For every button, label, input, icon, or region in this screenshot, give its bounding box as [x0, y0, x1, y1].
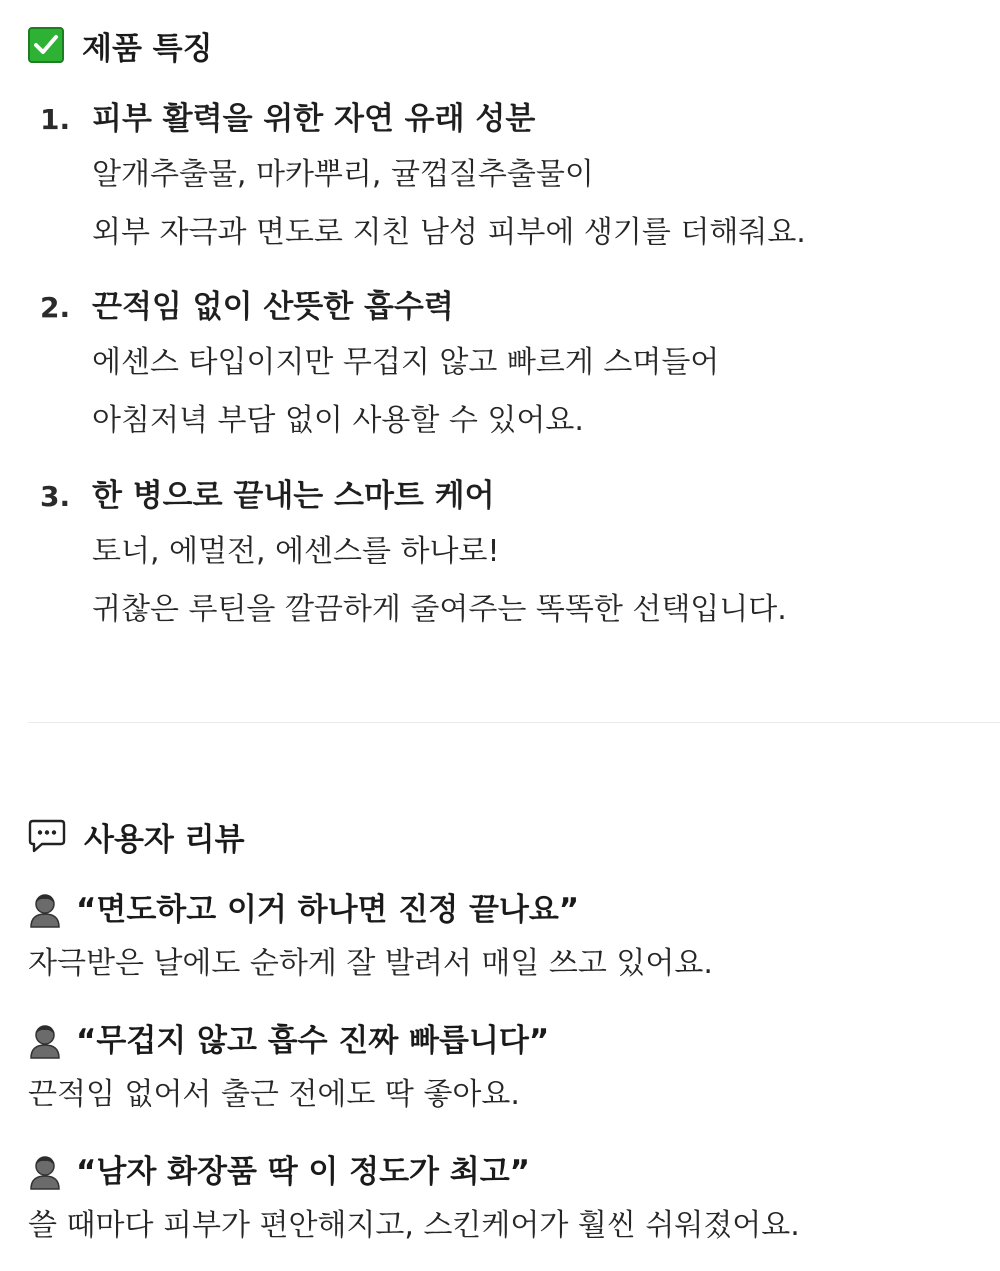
review-title: “남자 화장품 딱 이 정도가 최고”: [76, 1154, 531, 1190]
feature-description-line: 에센스 타입이지만 무겁지 않고 빠르게 스며들어: [92, 345, 720, 380]
review-body: 쓸 때마다 피부가 편안해지고, 스킨케어가 훨씬 쉬워졌어요.: [28, 1208, 800, 1243]
feature-description-line: 아침저녁 부담 없이 사용할 수 있어요.: [92, 403, 584, 438]
feature-title: 피부 활력을 위한 자연 유래 성분: [92, 101, 536, 137]
check-box-icon: [28, 27, 64, 63]
person-icon: [28, 892, 62, 928]
feature-item: [40, 284, 980, 450]
review-item: [28, 886, 988, 994]
section-divider: [28, 722, 1000, 723]
feature-title-row: [40, 96, 980, 142]
features-heading: [28, 22, 213, 68]
review-title-row: [28, 1148, 988, 1196]
reviews-heading-text: 사용자 리뷰: [84, 821, 245, 858]
feature-number: 3.: [40, 480, 71, 513]
feature-title-row: [40, 473, 980, 519]
feature-number: 1.: [40, 103, 71, 136]
review-body: 자극받은 날에도 순하게 잘 발려서 매일 쓰고 있어요.: [28, 946, 713, 981]
reviews-heading: [28, 812, 245, 860]
review-title: “면도하고 이거 하나면 진정 끝나요”: [76, 892, 580, 928]
feature-description-line: 외부 자극과 면도로 지친 남성 피부에 생기를 더해줘요.: [92, 215, 806, 250]
review-title-row: [28, 1017, 988, 1065]
review-body: 끈적임 없어서 출근 전에도 딱 좋아요.: [28, 1077, 520, 1112]
feature-item: [40, 96, 980, 262]
feature-number: 2.: [40, 291, 71, 324]
review-item: [28, 1148, 988, 1256]
review-title: “무겁지 않고 흡수 진짜 빠릅니다”: [76, 1023, 550, 1059]
feature-title-row: [40, 284, 980, 330]
person-icon: [28, 1154, 62, 1190]
review-item: [28, 1017, 988, 1125]
feature-title: 끈적임 없이 산뜻한 흡수력: [92, 289, 454, 325]
person-icon: [28, 1023, 62, 1059]
review-title-row: [28, 886, 988, 934]
feature-description-line: 귀찮은 루틴을 깔끔하게 줄여주는 똑똑한 선택입니다.: [92, 592, 787, 627]
feature-description-line: 알개추출물, 마카뿌리, 귤껍질추출물이: [92, 157, 594, 192]
feature-title: 한 병으로 끝내는 스마트 케어: [92, 478, 495, 514]
feature-item: [40, 473, 980, 639]
feature-description-line: 토너, 에멀전, 에센스를 하나로!: [92, 534, 500, 569]
speech-bubble-icon: [28, 818, 66, 854]
features-heading-text: 제품 특징: [82, 30, 213, 67]
